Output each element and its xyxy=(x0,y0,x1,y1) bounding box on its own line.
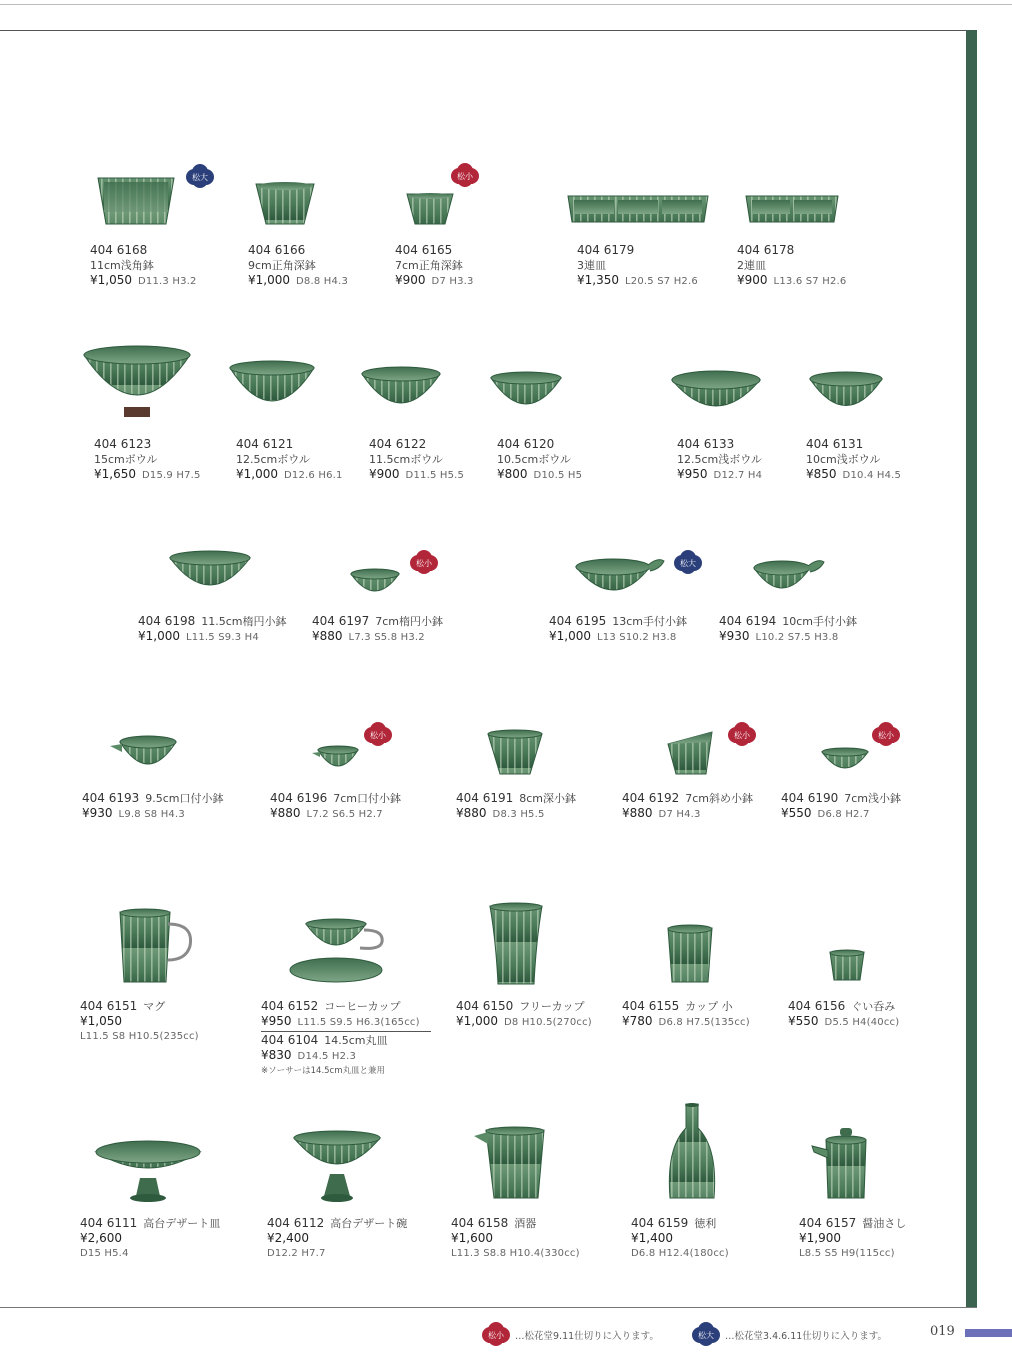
badge-small-6190 xyxy=(870,722,902,748)
product-photo-6131 xyxy=(808,370,884,422)
product-6120 xyxy=(497,437,582,483)
product-6193 xyxy=(82,791,224,822)
product-name: 徳利 xyxy=(694,1217,717,1230)
product-code: 404 6159 xyxy=(631,1216,689,1230)
product-price: ¥1,650 xyxy=(94,467,136,481)
product-name: 7cm斜め小鉢 xyxy=(685,792,754,805)
badge-large-6195 xyxy=(672,550,704,576)
product-6165 xyxy=(395,243,474,289)
product-price: ¥880 xyxy=(622,806,653,820)
product-price-2: ¥830 xyxy=(261,1048,292,1062)
product-photo-6121 xyxy=(228,360,316,424)
product-price: ¥1,000 xyxy=(456,1014,498,1028)
divider xyxy=(261,1031,431,1032)
product-photo-6120 xyxy=(489,370,563,422)
product-photo-6150 xyxy=(488,902,544,988)
product-price: ¥850 xyxy=(806,467,837,481)
badge-label: 松小 xyxy=(878,731,894,740)
product-photo-6179 xyxy=(566,192,710,228)
page-top-border xyxy=(0,4,1012,5)
product-6131 xyxy=(806,437,901,483)
product-photo-6190 xyxy=(820,746,870,778)
product-code: 404 6112 xyxy=(267,1216,325,1230)
product-code: 404 6198 xyxy=(138,614,196,628)
product-photo-6152 xyxy=(288,918,388,986)
legend-text: …松花堂3.4.6.11仕切りに入ります。 xyxy=(725,1331,888,1342)
product-photo-6168 xyxy=(94,172,178,232)
product-6122 xyxy=(369,437,464,483)
product-dims: D8 H10.5(270cc) xyxy=(504,1017,592,1028)
product-photo-6195 xyxy=(574,555,666,605)
product-dims: D6.8 H7.5(135cc) xyxy=(658,1017,750,1028)
product-code: 404 6120 xyxy=(497,437,555,451)
product-code: 404 6192 xyxy=(622,791,680,805)
product-dims: D5.5 H4(40cc) xyxy=(824,1017,900,1028)
product-name: 10cm浅ボウル xyxy=(806,453,881,466)
product-price: ¥1,900 xyxy=(799,1231,841,1245)
product-code: 404 6197 xyxy=(312,614,370,628)
product-price: ¥900 xyxy=(395,273,426,287)
product-code: 404 6168 xyxy=(90,243,148,257)
product-6194 xyxy=(719,614,857,645)
product-code: 404 6179 xyxy=(577,243,635,257)
badge-label: 松大 xyxy=(698,1331,714,1340)
product-6179 xyxy=(577,243,698,289)
product-dims: L7.2 S6.5 H2.7 xyxy=(306,809,383,820)
product-6158 xyxy=(451,1216,580,1261)
product-name: 酒器 xyxy=(514,1217,537,1230)
product-dims: L20.5 S7 H2.6 xyxy=(625,276,698,287)
product-6157 xyxy=(799,1216,906,1261)
page-number-bar xyxy=(965,1329,1012,1337)
product-price: ¥550 xyxy=(788,1014,819,1028)
badge-large-6168 xyxy=(184,164,216,190)
product-dims: L7.3 S5.8 H3.2 xyxy=(348,632,425,643)
product-code-2: 404 6104 xyxy=(261,1033,319,1047)
product-code: 404 6122 xyxy=(369,437,427,451)
product-name: 7cm浅小鉢 xyxy=(844,792,902,805)
product-dims: L13.6 S7 H2.6 xyxy=(773,276,847,287)
product-name: コーヒーカップ xyxy=(324,1000,401,1013)
product-name: フリーカップ xyxy=(519,1000,585,1013)
product-price: ¥950 xyxy=(261,1014,292,1028)
product-name: 10.5cmボウル xyxy=(497,453,571,466)
product-6159 xyxy=(631,1216,729,1261)
product-photo-6197 xyxy=(349,568,401,602)
product-dims: L9.8 S8 H4.3 xyxy=(118,809,185,820)
product-6192 xyxy=(622,791,753,822)
page-number: 019 xyxy=(930,1324,955,1339)
product-code: 404 6155 xyxy=(622,999,680,1013)
product-code: 404 6190 xyxy=(781,791,839,805)
product-dims: D11.5 H5.5 xyxy=(405,470,465,481)
product-6168 xyxy=(90,243,197,289)
product-6155 xyxy=(622,999,750,1030)
product-6190 xyxy=(781,791,901,822)
product-price: ¥880 xyxy=(456,806,487,820)
product-code: 404 6193 xyxy=(82,791,140,805)
product-6197 xyxy=(312,614,443,645)
product-price: ¥1,000 xyxy=(549,629,591,643)
product-dims: L13 S10.2 H3.8 xyxy=(597,632,677,643)
product-photo-6155 xyxy=(666,924,714,986)
product-6191 xyxy=(456,791,576,822)
product-price: ¥1,050 xyxy=(90,273,132,287)
product-price: ¥2,400 xyxy=(267,1231,309,1245)
product-name: 高台デザート皿 xyxy=(143,1217,221,1230)
product-dims: D8.8 H4.3 xyxy=(296,276,349,287)
badge-label: 松小 xyxy=(370,731,386,740)
badge-small-icon xyxy=(480,1322,512,1348)
product-name: 醤油さし xyxy=(862,1217,907,1230)
product-name: 11cm浅角鉢 xyxy=(90,259,154,272)
product-photo-6158 xyxy=(472,1124,548,1202)
product-code: 404 6111 xyxy=(80,1216,138,1230)
badge-small-6165 xyxy=(449,163,481,189)
product-photo-6133 xyxy=(670,370,762,422)
product-price: ¥880 xyxy=(270,806,301,820)
product-code: 404 6133 xyxy=(677,437,735,451)
product-price: ¥1,400 xyxy=(631,1231,673,1245)
product-price: ¥900 xyxy=(737,273,768,287)
product-price: ¥930 xyxy=(719,629,750,643)
product-code: 404 6131 xyxy=(806,437,864,451)
product-dims: D10.4 H4.5 xyxy=(842,470,902,481)
product-dims: D12.7 H4 xyxy=(713,470,763,481)
product-name: 高台デザート碗 xyxy=(330,1217,408,1230)
badge-large-icon xyxy=(690,1322,722,1348)
product-dims-2: D14.5 H2.3 xyxy=(297,1051,357,1062)
product-dims: D10.5 H5 xyxy=(533,470,583,481)
product-code: 404 6123 xyxy=(94,437,152,451)
product-dims: D15 H5.4 xyxy=(80,1248,129,1259)
product-code: 404 6156 xyxy=(788,999,846,1013)
product-code: 404 6151 xyxy=(80,999,138,1013)
product-code: 404 6158 xyxy=(451,1216,509,1230)
product-code: 404 6165 xyxy=(395,243,453,257)
product-photo-6194 xyxy=(752,558,826,602)
product-photo-6193 xyxy=(108,734,178,780)
product-photo-6178 xyxy=(744,192,840,228)
product-6152 xyxy=(261,999,431,1079)
product-price: ¥880 xyxy=(312,629,343,643)
product-6166 xyxy=(248,243,348,289)
badge-label: 松大 xyxy=(192,173,208,182)
footer-legend-small xyxy=(480,1322,659,1348)
product-photo-6159 xyxy=(664,1102,720,1202)
badge-label: 松小 xyxy=(734,731,750,740)
product-price: ¥550 xyxy=(781,806,812,820)
product-price: ¥780 xyxy=(622,1014,653,1028)
product-name: 9cm正角深鉢 xyxy=(248,259,316,272)
product-photo-6157 xyxy=(810,1126,872,1202)
product-6156 xyxy=(788,999,899,1030)
product-photo-6122 xyxy=(360,366,442,424)
product-name: 7cm正角深鉢 xyxy=(395,259,463,272)
footer-rule xyxy=(0,1307,977,1308)
product-note: ※ソーサーは14.5cm丸皿と兼用 xyxy=(261,1066,386,1076)
product-code: 404 6194 xyxy=(719,614,777,628)
product-photo-6151 xyxy=(116,908,198,988)
badge-small-6192 xyxy=(726,722,758,748)
product-photo-6112 xyxy=(292,1130,382,1206)
product-price: ¥1,000 xyxy=(138,629,180,643)
product-name: 9.5cm口付小鉢 xyxy=(145,792,224,805)
product-photo-6196 xyxy=(310,744,360,776)
product-6195 xyxy=(549,614,687,645)
product-dims: L10.2 S7.5 H3.8 xyxy=(755,632,839,643)
product-dims: D7 H3.3 xyxy=(431,276,474,287)
product-photo-6198 xyxy=(168,550,252,604)
product-dims: L11.3 S8.8 H10.4(330cc) xyxy=(451,1248,580,1259)
product-6112 xyxy=(267,1216,407,1261)
product-photo-6156 xyxy=(828,948,866,984)
product-dims: L8.5 S5 H9(115cc) xyxy=(799,1248,895,1259)
product-name: 7cm楕円小鉢 xyxy=(375,615,444,628)
product-price: ¥1,000 xyxy=(236,467,278,481)
badge-label: 松大 xyxy=(680,559,696,568)
product-dims: D11.3 H3.2 xyxy=(138,276,197,287)
product-dims: L11.5 S8 H10.5(235cc) xyxy=(80,1031,199,1042)
product-dims: D12.6 H6.1 xyxy=(284,470,343,481)
product-price: ¥2,600 xyxy=(80,1231,122,1245)
product-code: 404 6152 xyxy=(261,999,319,1013)
product-dims: D12.2 H7.7 xyxy=(267,1248,326,1259)
product-price: ¥800 xyxy=(497,467,528,481)
product-dims: D7 H4.3 xyxy=(658,809,701,820)
product-6123 xyxy=(94,437,201,483)
product-photo-6191 xyxy=(486,728,544,778)
product-price: ¥1,350 xyxy=(577,273,619,287)
product-name: カップ 小 xyxy=(685,1000,733,1013)
badge-small-6197 xyxy=(408,550,440,576)
product-code: 404 6150 xyxy=(456,999,514,1013)
product-price: ¥900 xyxy=(369,467,400,481)
product-photo-6192 xyxy=(664,730,716,778)
product-photo-6165 xyxy=(405,190,455,230)
product-6133 xyxy=(677,437,762,483)
product-dims: D6.8 H12.4(180cc) xyxy=(631,1248,729,1259)
product-code: 404 6191 xyxy=(456,791,514,805)
product-name: 11.5cm楕円小鉢 xyxy=(201,615,287,628)
product-photo-6111 xyxy=(94,1138,202,1206)
product-6111 xyxy=(80,1216,220,1261)
side-accent-bar xyxy=(966,30,977,1307)
product-dims: D8.3 H5.5 xyxy=(492,809,545,820)
product-price: ¥1,050 xyxy=(80,1014,122,1028)
product-price: ¥1,000 xyxy=(248,273,290,287)
product-name: 2連皿 xyxy=(737,259,766,272)
badge-label: 松小 xyxy=(457,172,473,181)
product-6150 xyxy=(456,999,592,1030)
product-6196 xyxy=(270,791,401,822)
product-name: ぐい呑み xyxy=(851,1000,896,1013)
legend-text: …松花堂9.11仕切りに入ります。 xyxy=(515,1331,659,1342)
product-dims: D15.9 H7.5 xyxy=(142,470,201,481)
header-rule xyxy=(0,30,966,31)
product-dims: D6.8 H2.7 xyxy=(817,809,870,820)
product-dims: L11.5 S9.3 H4 xyxy=(186,632,259,643)
product-price: ¥950 xyxy=(677,467,708,481)
badge-label: 松小 xyxy=(488,1331,504,1340)
badge-label: 松小 xyxy=(416,559,432,568)
product-code: 404 6196 xyxy=(270,791,328,805)
badge-small-6196 xyxy=(362,722,394,748)
product-code: 404 6157 xyxy=(799,1216,857,1230)
product-name: 15cmボウル xyxy=(94,453,158,466)
product-name: 11.5cmボウル xyxy=(369,453,443,466)
product-code: 404 6121 xyxy=(236,437,294,451)
product-name-2: 14.5cm丸皿 xyxy=(324,1034,388,1047)
product-dims: L11.5 S9.5 H6.3(165cc) xyxy=(297,1017,420,1028)
product-6198 xyxy=(138,614,287,645)
product-code: 404 6195 xyxy=(549,614,607,628)
product-name: 10cm手付小鉢 xyxy=(782,615,858,628)
product-name: 8cm深小鉢 xyxy=(519,792,577,805)
product-price: ¥1,600 xyxy=(451,1231,493,1245)
product-name: 12.5cmボウル xyxy=(236,453,310,466)
product-name: 12.5cm浅ボウル xyxy=(677,453,762,466)
product-name: 7cm口付小鉢 xyxy=(333,792,402,805)
product-6151 xyxy=(80,999,199,1044)
product-price: ¥930 xyxy=(82,806,113,820)
product-6121 xyxy=(236,437,343,483)
product-name: マグ xyxy=(143,1000,166,1013)
product-name: 3連皿 xyxy=(577,259,606,272)
footer-legend-large xyxy=(690,1322,887,1348)
product-name: 13cm手付小鉢 xyxy=(612,615,688,628)
product-photo-6123 xyxy=(82,345,192,425)
product-code: 404 6178 xyxy=(737,243,795,257)
product-6178 xyxy=(737,243,846,289)
product-code: 404 6166 xyxy=(248,243,306,257)
product-photo-6166 xyxy=(254,180,316,230)
